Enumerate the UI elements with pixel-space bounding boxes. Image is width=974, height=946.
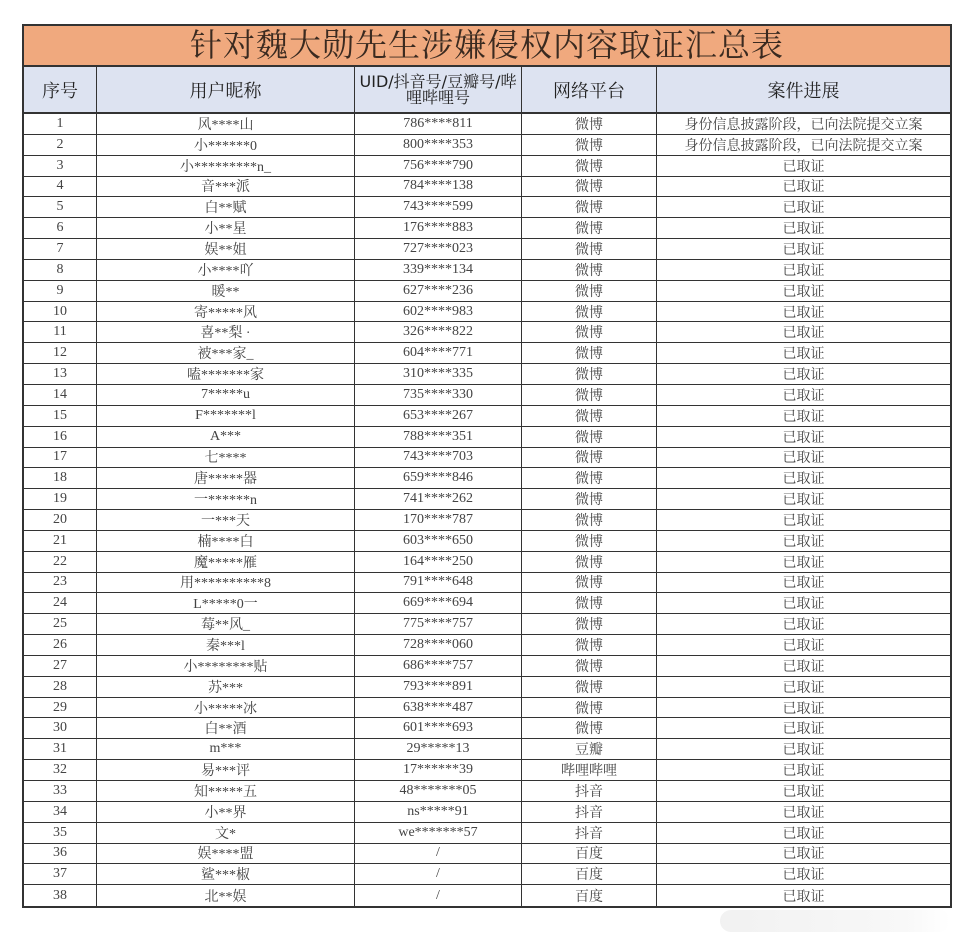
row-platform: 微博 xyxy=(522,531,657,551)
row-platform: 微博 xyxy=(522,552,657,572)
row-uid: ns*****91 xyxy=(355,802,522,822)
row-uid: 604****771 xyxy=(355,343,522,363)
row-case-progress: 已取证 xyxy=(782,326,825,342)
row-case-progress: 已取证 xyxy=(782,534,825,550)
row-platform: 微博 xyxy=(522,156,657,176)
row-case-progress: 已取证 xyxy=(782,409,825,425)
row-platform: 微博 xyxy=(522,177,657,197)
row-uid: 784****138 xyxy=(355,177,522,197)
row-index: 25 xyxy=(24,614,97,634)
table-row xyxy=(24,510,950,531)
row-case-progress: 已取证 xyxy=(782,659,825,675)
row-index: 12 xyxy=(24,343,97,363)
table-row xyxy=(24,156,950,177)
row-case-progress: 已取证 xyxy=(782,639,825,655)
row-uid: 756****790 xyxy=(355,156,522,176)
table-row xyxy=(24,864,950,885)
table-row xyxy=(24,302,950,323)
row-index: 36 xyxy=(24,844,97,864)
row-case-progress: 已取证 xyxy=(782,201,825,217)
row-case-progress: 已取证 xyxy=(782,347,825,363)
table-row xyxy=(24,281,950,302)
table-row xyxy=(24,177,950,198)
table-row xyxy=(24,573,950,594)
row-nickname: 娱**姐 xyxy=(97,239,355,259)
table-row xyxy=(24,531,950,552)
table-row xyxy=(24,218,950,239)
row-index: 30 xyxy=(24,718,97,738)
table-row xyxy=(24,718,950,739)
row-case-progress: 已取证 xyxy=(782,889,825,905)
row-index: 10 xyxy=(24,302,97,322)
row-case-progress: 已取证 xyxy=(782,764,825,780)
row-platform: 微博 xyxy=(522,448,657,468)
row-case-progress: 已取证 xyxy=(782,680,825,696)
row-uid: 791****648 xyxy=(355,573,522,593)
row-uid: 326****822 xyxy=(355,322,522,342)
table-row xyxy=(24,635,950,656)
row-nickname: 寄*****风 xyxy=(97,302,355,322)
row-platform: 微博 xyxy=(522,406,657,426)
table-row xyxy=(24,802,950,823)
row-nickname: 小*****冰 xyxy=(97,698,355,718)
table-row xyxy=(24,593,950,614)
header-nickname: 用户昵称 xyxy=(97,67,355,112)
row-nickname: 北**娱 xyxy=(97,885,355,906)
table-row xyxy=(24,385,950,406)
table-row xyxy=(24,427,950,448)
row-case-progress: 已取证 xyxy=(782,722,825,738)
row-case-progress: 已取证 xyxy=(782,159,825,175)
table-row xyxy=(24,197,950,218)
row-case-progress: 已取证 xyxy=(782,242,825,258)
row-platform: 微博 xyxy=(522,385,657,405)
row-uid: 17******39 xyxy=(355,760,522,780)
row-case-progress: 已取证 xyxy=(782,493,825,509)
row-nickname: 暖** xyxy=(97,281,355,301)
row-case-progress: 已取证 xyxy=(782,555,825,571)
row-case-progress: 已取证 xyxy=(782,868,825,884)
row-index: 8 xyxy=(24,260,97,280)
row-uid: 669****694 xyxy=(355,593,522,613)
row-uid: 601****693 xyxy=(355,718,522,738)
row-index: 7 xyxy=(24,239,97,259)
row-uid: 728****060 xyxy=(355,635,522,655)
row-nickname: 易***评 xyxy=(97,760,355,780)
row-nickname: 小******0 xyxy=(97,135,355,155)
row-nickname: 被***家_ xyxy=(97,343,355,363)
row-uid: 170****787 xyxy=(355,510,522,530)
row-platform: 微博 xyxy=(522,322,657,342)
table-row xyxy=(24,760,950,781)
row-index: 13 xyxy=(24,364,97,384)
row-index: 15 xyxy=(24,406,97,426)
row-nickname: A*** xyxy=(97,427,355,447)
row-case-progress: 已取证 xyxy=(782,513,825,529)
row-index: 14 xyxy=(24,385,97,405)
row-case-progress: 已取证 xyxy=(782,743,825,759)
row-nickname: 一***天 xyxy=(97,510,355,530)
row-platform: 微博 xyxy=(522,489,657,509)
row-nickname: 小**界 xyxy=(97,802,355,822)
row-platform: 微博 xyxy=(522,698,657,718)
row-uid: 48*******05 xyxy=(355,781,522,801)
row-index: 19 xyxy=(24,489,97,509)
row-platform: 百度 xyxy=(522,844,657,864)
table-row xyxy=(24,239,950,260)
row-platform: 百度 xyxy=(522,885,657,906)
row-case-progress: 已取证 xyxy=(782,597,825,613)
row-index: 2 xyxy=(24,135,97,155)
row-uid: 339****134 xyxy=(355,260,522,280)
row-nickname: F*******l xyxy=(97,406,355,426)
table-row xyxy=(24,322,950,343)
row-uid: 176****883 xyxy=(355,218,522,238)
row-uid: 800****353 xyxy=(355,135,522,155)
row-index: 18 xyxy=(24,468,97,488)
row-index: 5 xyxy=(24,197,97,217)
row-platform: 微博 xyxy=(522,302,657,322)
row-platform: 微博 xyxy=(522,343,657,363)
table-row xyxy=(24,114,950,135)
row-index: 22 xyxy=(24,552,97,572)
row-uid: we*******57 xyxy=(355,823,522,843)
row-uid: 627****236 xyxy=(355,281,522,301)
row-nickname: 文* xyxy=(97,823,355,843)
row-case-progress: 已取证 xyxy=(782,430,825,446)
row-case-progress: 已取证 xyxy=(782,784,825,800)
row-nickname: 小****吖 xyxy=(97,260,355,280)
row-case-progress: 已取证 xyxy=(782,618,825,634)
row-index: 37 xyxy=(24,864,97,884)
row-uid: 775****757 xyxy=(355,614,522,634)
row-case-progress: 已取证 xyxy=(782,368,825,384)
row-index: 23 xyxy=(24,573,97,593)
row-nickname: L*****0一 xyxy=(97,593,355,613)
row-nickname: 魔*****雁 xyxy=(97,552,355,572)
table-row xyxy=(24,698,950,719)
row-platform: 微博 xyxy=(522,468,657,488)
row-nickname: 用**********8 xyxy=(97,573,355,593)
header-index: 序号 xyxy=(24,67,97,112)
row-platform: 微博 xyxy=(522,656,657,676)
row-platform: 微博 xyxy=(522,635,657,655)
row-nickname: 楠****白 xyxy=(97,531,355,551)
row-platform: 微博 xyxy=(522,260,657,280)
row-index: 1 xyxy=(24,114,97,134)
row-nickname: 知*****五 xyxy=(97,781,355,801)
row-nickname: 苏*** xyxy=(97,677,355,697)
row-index: 6 xyxy=(24,218,97,238)
row-platform: 微博 xyxy=(522,281,657,301)
row-platform: 微博 xyxy=(522,114,657,134)
row-nickname: 小*********n_ xyxy=(97,156,355,176)
row-index: 33 xyxy=(24,781,97,801)
row-uid: 653****267 xyxy=(355,406,522,426)
row-nickname: 小********贴 xyxy=(97,656,355,676)
header-case-progress: 案件进展 xyxy=(767,80,840,102)
row-case-progress: 已取证 xyxy=(782,305,825,321)
row-index: 26 xyxy=(24,635,97,655)
row-nickname: 秦***l xyxy=(97,635,355,655)
row-platform: 微博 xyxy=(522,427,657,447)
table-row xyxy=(24,885,950,906)
row-platform: 哔哩哔哩 xyxy=(522,760,657,780)
row-case-progress: 身份信息披露阶段，已向法院提交立案 xyxy=(684,117,923,133)
row-uid: 788****351 xyxy=(355,427,522,447)
row-uid: 793****891 xyxy=(355,677,522,697)
table-row xyxy=(24,739,950,760)
row-uid: 741****262 xyxy=(355,489,522,509)
row-nickname: 娱****盟 xyxy=(97,844,355,864)
row-nickname: 白**酒 xyxy=(97,718,355,738)
row-index: 21 xyxy=(24,531,97,551)
row-nickname: 七**** xyxy=(97,448,355,468)
row-platform: 微博 xyxy=(522,364,657,384)
row-index: 3 xyxy=(24,156,97,176)
row-index: 28 xyxy=(24,677,97,697)
row-platform: 微博 xyxy=(522,573,657,593)
row-platform: 微博 xyxy=(522,677,657,697)
row-case-progress: 已取证 xyxy=(782,701,825,717)
row-case-progress: 已取证 xyxy=(782,180,825,196)
row-nickname: 7*****u xyxy=(97,385,355,405)
row-case-progress: 身份信息披露阶段，已向法院提交立案 xyxy=(684,138,923,154)
row-uid: 735****330 xyxy=(355,385,522,405)
table-row xyxy=(24,468,950,489)
evidence-summary-table xyxy=(22,24,952,908)
table-row xyxy=(24,135,950,156)
row-index: 4 xyxy=(24,177,97,197)
row-uid: 743****599 xyxy=(355,197,522,217)
table-row xyxy=(24,552,950,573)
row-nickname: 小**星 xyxy=(97,218,355,238)
row-platform: 微博 xyxy=(522,239,657,259)
row-case-progress: 已取证 xyxy=(782,847,825,863)
row-nickname: 风****山 xyxy=(97,114,355,134)
row-index: 38 xyxy=(24,885,97,906)
row-platform: 抖音 xyxy=(522,802,657,822)
row-platform: 豆瓣 xyxy=(522,739,657,759)
row-case-progress: 已取证 xyxy=(782,263,825,279)
row-nickname: 莓**风_ xyxy=(97,614,355,634)
table-row xyxy=(24,489,950,510)
table-row xyxy=(24,260,950,281)
row-uid: / xyxy=(355,844,522,864)
table-row xyxy=(24,448,950,469)
row-uid: 659****846 xyxy=(355,468,522,488)
row-platform: 微博 xyxy=(522,197,657,217)
row-case-progress: 已取证 xyxy=(782,826,825,842)
row-nickname: 唐*****器 xyxy=(97,468,355,488)
row-nickname: 白**赋 xyxy=(97,197,355,217)
row-platform: 微博 xyxy=(522,718,657,738)
row-case-progress: 已取证 xyxy=(782,576,825,592)
table-row xyxy=(24,844,950,865)
row-uid: 727****023 xyxy=(355,239,522,259)
row-uid: 603****650 xyxy=(355,531,522,551)
row-platform: 微博 xyxy=(522,135,657,155)
row-nickname: m*** xyxy=(97,739,355,759)
row-platform: 百度 xyxy=(522,864,657,884)
row-index: 9 xyxy=(24,281,97,301)
row-case-progress: 已取证 xyxy=(782,222,825,238)
row-index: 24 xyxy=(24,593,97,613)
row-uid: / xyxy=(355,864,522,884)
row-index: 35 xyxy=(24,823,97,843)
row-uid: 164****250 xyxy=(355,552,522,572)
row-uid: 686****757 xyxy=(355,656,522,676)
header-platform: 网络平台 xyxy=(522,67,657,112)
table-header-row xyxy=(24,67,950,114)
row-case-progress: 已取证 xyxy=(782,388,825,404)
row-platform: 微博 xyxy=(522,510,657,530)
row-index: 16 xyxy=(24,427,97,447)
table-row xyxy=(24,677,950,698)
row-uid: 786****811 xyxy=(355,114,522,134)
table-row xyxy=(24,656,950,677)
row-index: 34 xyxy=(24,802,97,822)
table-row xyxy=(24,364,950,385)
row-case-progress: 已取证 xyxy=(782,451,825,467)
row-uid: 310****335 xyxy=(355,364,522,384)
row-case-progress: 已取证 xyxy=(782,805,825,821)
row-index: 20 xyxy=(24,510,97,530)
row-nickname: 嗑*******家 xyxy=(97,364,355,384)
watermark xyxy=(720,910,950,932)
row-index: 11 xyxy=(24,322,97,342)
row-platform: 微博 xyxy=(522,614,657,634)
row-case-progress: 已取证 xyxy=(782,472,825,488)
table-body xyxy=(24,114,950,906)
row-uid: 638****487 xyxy=(355,698,522,718)
table-row xyxy=(24,343,950,364)
row-index: 27 xyxy=(24,656,97,676)
row-uid: 29*****13 xyxy=(355,739,522,759)
table-row xyxy=(24,781,950,802)
row-nickname: 喜**梨 · xyxy=(97,322,355,342)
table-title: 针对魏大勋先生涉嫌侵权内容取证汇总表 xyxy=(24,26,950,67)
row-case-progress: 已取证 xyxy=(782,284,825,300)
row-nickname: 鲨***椒 xyxy=(97,864,355,884)
row-uid: 743****703 xyxy=(355,448,522,468)
table-row xyxy=(24,823,950,844)
row-platform: 抖音 xyxy=(522,823,657,843)
row-nickname: 一******n xyxy=(97,489,355,509)
row-platform: 抖音 xyxy=(522,781,657,801)
row-index: 31 xyxy=(24,739,97,759)
row-uid: 602****983 xyxy=(355,302,522,322)
row-index: 32 xyxy=(24,760,97,780)
row-uid: / xyxy=(355,885,522,906)
row-platform: 微博 xyxy=(522,218,657,238)
header-uid: UID/抖音号/豆瓣号/哔哩哔哩号 xyxy=(355,67,522,112)
row-index: 17 xyxy=(24,448,97,468)
row-platform: 微博 xyxy=(522,593,657,613)
table-row xyxy=(24,614,950,635)
table-row xyxy=(24,406,950,427)
row-nickname: 音***派 xyxy=(97,177,355,197)
row-index: 29 xyxy=(24,698,97,718)
